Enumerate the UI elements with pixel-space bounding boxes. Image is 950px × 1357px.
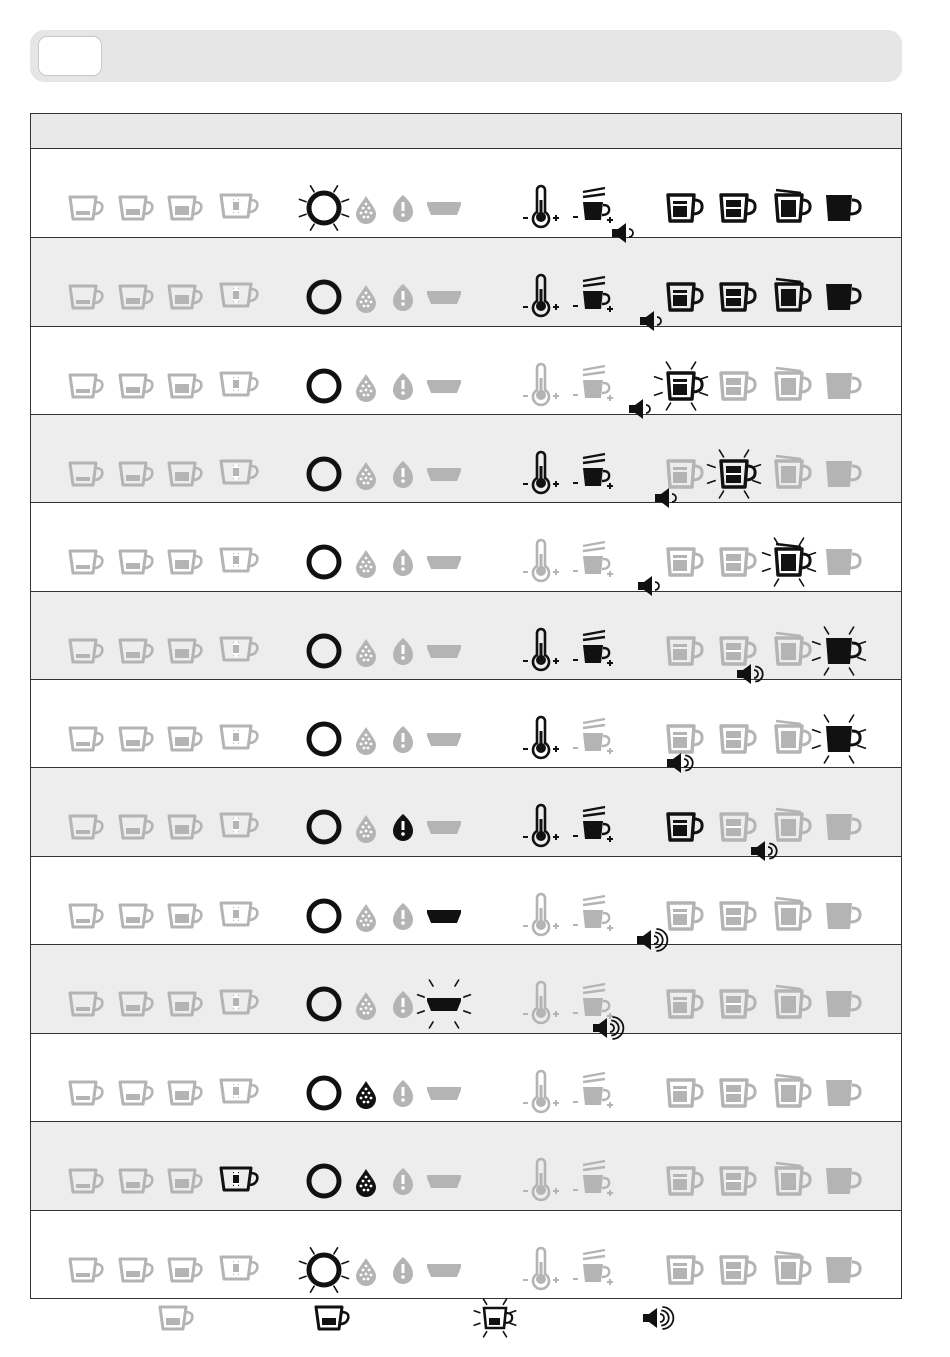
warning-icon — [393, 461, 413, 488]
cup-mug-icon — [776, 1252, 810, 1283]
cup-medium-icon — [120, 816, 152, 838]
cup-lungo-icon — [721, 549, 755, 575]
cup-size-adjust-icon — [221, 549, 257, 571]
thermometer-icon — [523, 629, 559, 670]
power-ring-icon — [309, 459, 339, 489]
cup-size-adjust-icon — [221, 1168, 257, 1190]
cup-full-icon — [826, 814, 860, 840]
cup-large-icon — [169, 197, 201, 219]
cup-espresso-icon — [668, 284, 702, 310]
drip-tray-icon — [427, 291, 461, 304]
cup-full-icon — [826, 903, 860, 929]
power-ring-icon — [309, 1166, 339, 1196]
cup-espresso-icon — [668, 726, 702, 752]
thermometer-icon — [523, 717, 559, 758]
strength-icon — [573, 1250, 613, 1285]
cup-lungo-icon — [721, 726, 755, 752]
row-icons — [31, 680, 901, 769]
cup-small-icon — [70, 463, 102, 485]
cup-size-adjust-icon — [221, 373, 257, 395]
drip-tray-icon — [427, 645, 461, 658]
cup-mug-icon — [776, 279, 810, 310]
descale-drop-icon — [356, 815, 376, 843]
drip-tray-icon — [418, 980, 471, 1028]
cup-large-icon — [169, 1170, 201, 1192]
cup-mug-icon — [776, 633, 810, 664]
cup-espresso-icon — [668, 195, 702, 221]
legend-icons — [0, 1299, 950, 1357]
warning-icon — [393, 638, 413, 665]
cup-espresso-icon — [668, 1257, 702, 1283]
cup-small-icon — [70, 728, 102, 750]
cup-size-adjust-icon — [221, 991, 257, 1013]
indicator-table — [30, 113, 902, 1299]
row-icons — [31, 415, 901, 504]
table-row — [31, 1211, 901, 1298]
cup-lungo-icon — [708, 450, 761, 498]
cup-mug-icon — [776, 809, 810, 840]
cup-small-icon — [70, 1170, 102, 1192]
cup-espresso-icon — [668, 638, 702, 664]
cup-full-icon — [826, 284, 860, 310]
table-row — [31, 238, 901, 327]
strength-icon — [573, 1161, 613, 1196]
drip-tray-icon — [427, 380, 461, 393]
drip-tray-icon — [427, 821, 461, 834]
section-tab — [38, 36, 102, 76]
cup-espresso-icon — [668, 461, 702, 487]
cup-medium-icon — [120, 286, 152, 308]
cup-medium-icon — [120, 197, 152, 219]
table-row — [31, 680, 901, 768]
warning-icon — [393, 284, 413, 311]
cup-lungo-icon — [721, 638, 755, 664]
row-icons — [31, 238, 901, 327]
power-ring-icon — [299, 1248, 348, 1292]
cup-lungo-icon — [721, 284, 755, 310]
cup-full-icon — [826, 1257, 860, 1283]
cup-full-icon — [826, 195, 860, 221]
strength-icon — [573, 542, 613, 577]
drip-tray-icon — [427, 733, 461, 746]
cup-large-icon — [169, 463, 201, 485]
strength-icon — [573, 807, 613, 842]
warning-icon — [393, 549, 413, 576]
thermometer-icon — [523, 894, 559, 935]
cup-full-icon — [826, 1080, 860, 1106]
drip-tray-icon — [427, 556, 461, 569]
strength-icon — [573, 631, 613, 666]
cup-mug-icon — [776, 368, 810, 399]
drip-tray-icon — [427, 1087, 461, 1100]
cup-medium-icon — [120, 1082, 152, 1104]
power-ring-icon — [309, 724, 339, 754]
descale-drop-icon — [356, 639, 376, 667]
table-header-row — [31, 114, 901, 149]
cup-medium-icon — [120, 993, 152, 1015]
power-ring-icon — [309, 371, 339, 401]
cup-mug-icon — [776, 721, 810, 752]
legend-blink-cup-icon — [474, 1299, 516, 1337]
cup-espresso-icon — [655, 362, 708, 410]
cup-lungo-icon — [721, 373, 755, 399]
cup-full-icon — [813, 715, 866, 763]
cup-full-icon — [826, 549, 860, 575]
power-ring-icon — [309, 282, 339, 312]
cup-size-adjust-icon — [221, 638, 257, 660]
cup-espresso-icon — [668, 903, 702, 929]
legend-on-cup-icon — [316, 1307, 348, 1329]
thermometer-icon — [523, 275, 559, 316]
row-icons — [31, 1211, 901, 1300]
thermometer-icon — [523, 364, 559, 405]
cup-large-icon — [169, 905, 201, 927]
cup-mug-icon — [776, 898, 810, 929]
legend-off-cup-icon — [160, 1307, 192, 1329]
cup-lungo-icon — [721, 991, 755, 1017]
cup-large-icon — [169, 1259, 201, 1281]
thermometer-icon — [523, 186, 559, 227]
table-row — [31, 327, 901, 415]
drip-tray-icon — [427, 1264, 461, 1277]
cup-large-icon — [169, 728, 201, 750]
table-row — [31, 592, 901, 680]
cup-small-icon — [70, 816, 102, 838]
cup-medium-icon — [120, 463, 152, 485]
cup-mug-icon — [763, 538, 816, 586]
descale-drop-icon — [356, 196, 376, 224]
row-icons — [31, 857, 901, 946]
cup-large-icon — [169, 993, 201, 1015]
descale-drop-icon — [356, 1258, 376, 1286]
cup-size-adjust-icon — [221, 903, 257, 925]
cup-mug-icon — [776, 986, 810, 1017]
power-ring-icon — [309, 1078, 339, 1108]
thermometer-icon — [523, 1248, 559, 1289]
descale-drop-icon — [356, 727, 376, 755]
cup-size-adjust-icon — [221, 726, 257, 748]
cup-size-adjust-icon — [221, 284, 257, 306]
warning-icon — [393, 1257, 413, 1284]
cup-small-icon — [70, 551, 102, 573]
cup-mug-icon — [776, 1163, 810, 1194]
cup-large-icon — [169, 1082, 201, 1104]
cup-espresso-icon — [668, 549, 702, 575]
power-ring-icon — [309, 812, 339, 842]
speaker-icon — [643, 1307, 673, 1329]
cup-medium-icon — [120, 551, 152, 573]
cup-lungo-icon — [721, 1257, 755, 1283]
cup-full-icon — [826, 991, 860, 1017]
row-icons — [31, 592, 901, 681]
cup-size-adjust-icon — [221, 1080, 257, 1102]
warning-icon — [393, 195, 413, 222]
power-ring-icon — [309, 547, 339, 577]
cup-size-adjust-icon — [221, 1257, 257, 1279]
cup-size-adjust-icon — [221, 814, 257, 836]
strength-icon — [573, 366, 613, 401]
cup-small-icon — [70, 1082, 102, 1104]
cup-espresso-icon — [668, 1168, 702, 1194]
warning-icon — [393, 991, 413, 1018]
cup-espresso-icon — [668, 814, 702, 840]
warning-icon — [393, 373, 413, 400]
cup-lungo-icon — [721, 814, 755, 840]
thermometer-icon — [523, 452, 559, 493]
thermometer-icon — [523, 1071, 559, 1112]
drip-tray-icon — [427, 910, 461, 923]
warning-icon — [393, 1168, 413, 1195]
descale-drop-icon — [356, 904, 376, 932]
cup-espresso-icon — [668, 991, 702, 1017]
table-row — [31, 415, 901, 503]
table-row — [31, 945, 901, 1034]
cup-medium-icon — [120, 1259, 152, 1281]
warning-icon — [393, 814, 413, 841]
cup-full-icon — [826, 373, 860, 399]
cup-medium-icon — [120, 1170, 152, 1192]
cup-large-icon — [169, 816, 201, 838]
cup-small-icon — [70, 197, 102, 219]
table-row — [31, 1034, 901, 1122]
cup-small-icon — [70, 905, 102, 927]
warning-icon — [393, 726, 413, 753]
warning-icon — [393, 1080, 413, 1107]
row-icons — [31, 503, 901, 592]
descale-drop-icon — [356, 992, 376, 1020]
legend — [0, 1299, 950, 1357]
power-ring-icon — [309, 901, 339, 931]
thermometer-icon — [523, 1159, 559, 1200]
cup-full-icon — [826, 1168, 860, 1194]
drip-tray-icon — [427, 202, 461, 215]
row-icons — [31, 327, 901, 416]
cup-medium-icon — [120, 640, 152, 662]
thermometer-icon — [523, 540, 559, 581]
strength-icon — [573, 188, 613, 223]
thermometer-icon — [523, 982, 559, 1023]
cup-mug-icon — [776, 190, 810, 221]
cup-lungo-icon — [721, 1168, 755, 1194]
cup-large-icon — [169, 375, 201, 397]
strength-icon — [573, 719, 613, 754]
cup-size-adjust-icon — [221, 195, 257, 217]
strength-icon — [573, 277, 613, 312]
cup-large-icon — [169, 551, 201, 573]
cup-medium-icon — [120, 905, 152, 927]
cup-small-icon — [70, 375, 102, 397]
table-row — [31, 1122, 901, 1211]
drip-tray-icon — [427, 468, 461, 481]
cup-lungo-icon — [721, 195, 755, 221]
strength-icon — [573, 454, 613, 489]
table-row — [31, 503, 901, 592]
cup-small-icon — [70, 286, 102, 308]
cup-medium-icon — [120, 728, 152, 750]
thermometer-icon — [523, 805, 559, 846]
power-ring-icon — [299, 186, 348, 230]
row-icons — [31, 1034, 901, 1123]
cup-size-adjust-icon — [221, 461, 257, 483]
row-icons — [31, 1122, 901, 1211]
power-ring-icon — [309, 636, 339, 666]
cup-lungo-icon — [721, 903, 755, 929]
strength-icon — [573, 1073, 613, 1108]
cup-mug-icon — [776, 1075, 810, 1106]
cup-medium-icon — [120, 375, 152, 397]
drip-tray-icon — [427, 1175, 461, 1188]
table-row — [31, 857, 901, 945]
strength-icon — [573, 896, 613, 931]
cup-large-icon — [169, 640, 201, 662]
top-bar — [30, 30, 902, 82]
cup-small-icon — [70, 640, 102, 662]
cup-small-icon — [70, 993, 102, 1015]
power-ring-icon — [309, 989, 339, 1019]
cup-espresso-icon — [668, 1080, 702, 1106]
row-icons — [31, 149, 901, 238]
descale-drop-icon — [356, 462, 376, 490]
cup-full-icon — [826, 461, 860, 487]
descale-drop-icon — [356, 285, 376, 313]
descale-drop-icon — [356, 550, 376, 578]
cup-large-icon — [169, 286, 201, 308]
table-row — [31, 149, 901, 238]
cup-mug-icon — [776, 456, 810, 487]
warning-icon — [393, 903, 413, 930]
cup-lungo-icon — [721, 1080, 755, 1106]
cup-full-icon — [813, 627, 866, 675]
descale-drop-icon — [356, 1081, 376, 1109]
descale-drop-icon — [356, 1169, 376, 1197]
cup-small-icon — [70, 1259, 102, 1281]
row-icons — [31, 945, 901, 1034]
descale-drop-icon — [356, 374, 376, 402]
strength-icon — [573, 984, 613, 1019]
